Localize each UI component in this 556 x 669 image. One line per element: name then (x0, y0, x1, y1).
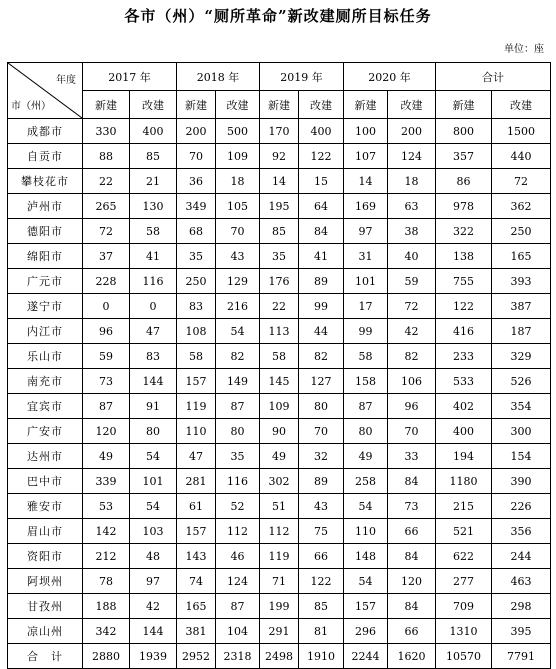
value-cell: 43 (299, 494, 344, 519)
value-cell: 51 (260, 494, 299, 519)
value-cell: 2880 (83, 644, 130, 669)
value-cell: 127 (299, 369, 344, 394)
value-cell: 165 (177, 594, 216, 619)
value-cell: 298 (492, 594, 551, 619)
value-cell: 32 (299, 444, 344, 469)
city-name-cell: 成都市 (8, 119, 83, 144)
value-cell: 73 (388, 494, 436, 519)
value-cell: 92 (260, 144, 299, 169)
table-row (8, 269, 551, 294)
value-cell: 71 (260, 569, 299, 594)
value-cell: 381 (177, 619, 216, 644)
value-cell: 15 (299, 169, 344, 194)
sub-header-renovate: 改建 (299, 91, 344, 119)
value-cell: 14 (344, 169, 388, 194)
value-cell: 53 (83, 494, 130, 519)
value-cell: 68 (177, 219, 216, 244)
value-cell: 89 (299, 469, 344, 494)
value-cell: 228 (83, 269, 130, 294)
value-cell: 100 (344, 119, 388, 144)
city-name-cell: 德阳市 (8, 219, 83, 244)
value-cell: 64 (299, 194, 344, 219)
year-header-total: 合计 (436, 63, 551, 91)
value-cell: 38 (388, 219, 436, 244)
value-cell: 463 (492, 569, 551, 594)
value-cell: 41 (299, 244, 344, 269)
value-cell: 195 (260, 194, 299, 219)
city-name-cell: 南充市 (8, 369, 83, 394)
value-cell: 42 (130, 594, 177, 619)
value-cell: 59 (83, 344, 130, 369)
value-cell: 99 (344, 319, 388, 344)
value-cell: 101 (344, 269, 388, 294)
value-cell: 281 (177, 469, 216, 494)
value-cell: 622 (436, 544, 492, 569)
value-cell: 1180 (436, 469, 492, 494)
value-cell: 14 (260, 169, 299, 194)
value-cell: 58 (177, 344, 216, 369)
value-cell: 144 (130, 619, 177, 644)
value-cell: 978 (436, 194, 492, 219)
value-cell: 143 (177, 544, 216, 569)
value-cell: 0 (130, 294, 177, 319)
value-cell: 187 (492, 319, 551, 344)
value-cell: 122 (299, 144, 344, 169)
value-cell: 533 (436, 369, 492, 394)
value-cell: 122 (299, 569, 344, 594)
value-cell: 101 (130, 469, 177, 494)
value-cell: 116 (216, 469, 260, 494)
city-name-cell: 甘孜州 (8, 594, 83, 619)
table-row (8, 144, 551, 169)
value-cell: 49 (83, 444, 130, 469)
value-cell: 158 (344, 369, 388, 394)
value-cell: 70 (177, 144, 216, 169)
value-cell: 109 (216, 144, 260, 169)
value-cell: 82 (216, 344, 260, 369)
city-name-cell: 自贡市 (8, 144, 83, 169)
table-row (8, 394, 551, 419)
value-cell: 215 (436, 494, 492, 519)
value-cell: 148 (344, 544, 388, 569)
value-cell: 169 (344, 194, 388, 219)
value-cell: 2244 (344, 644, 388, 669)
year-header-2017: 2017 年 (83, 63, 177, 91)
value-cell: 106 (388, 369, 436, 394)
value-cell: 82 (388, 344, 436, 369)
city-name-cell: 绵阳市 (8, 244, 83, 269)
value-cell: 103 (130, 519, 177, 544)
city-name-cell: 达州市 (8, 444, 83, 469)
value-cell: 87 (216, 394, 260, 419)
table-row (8, 219, 551, 244)
value-cell: 17 (344, 294, 388, 319)
city-name-cell: 宜宾市 (8, 394, 83, 419)
value-cell: 119 (177, 394, 216, 419)
value-cell: 75 (299, 519, 344, 544)
table-row (8, 319, 551, 344)
value-cell: 296 (344, 619, 388, 644)
value-cell: 80 (344, 419, 388, 444)
value-cell: 82 (299, 344, 344, 369)
city-name-cell: 泸州市 (8, 194, 83, 219)
table-row (8, 419, 551, 444)
value-cell: 124 (216, 569, 260, 594)
header-row-years (8, 63, 551, 91)
value-cell: 356 (492, 519, 551, 544)
value-cell: 124 (388, 144, 436, 169)
value-cell: 80 (216, 419, 260, 444)
value-cell: 47 (177, 444, 216, 469)
value-cell: 157 (344, 594, 388, 619)
value-cell: 52 (216, 494, 260, 519)
value-cell: 2318 (216, 644, 260, 669)
value-cell: 73 (83, 369, 130, 394)
value-cell: 110 (344, 519, 388, 544)
value-cell: 362 (492, 194, 551, 219)
value-cell: 72 (83, 219, 130, 244)
table-row (8, 619, 551, 644)
value-cell: 72 (388, 294, 436, 319)
value-cell: 84 (388, 544, 436, 569)
value-cell: 258 (344, 469, 388, 494)
value-cell: 61 (177, 494, 216, 519)
value-cell: 1910 (299, 644, 344, 669)
value-cell: 142 (83, 519, 130, 544)
city-name-cell: 遂宁市 (8, 294, 83, 319)
year-header-2018: 2018 年 (177, 63, 260, 91)
value-cell: 43 (216, 244, 260, 269)
value-cell: 322 (436, 219, 492, 244)
value-cell: 149 (216, 369, 260, 394)
value-cell: 83 (130, 344, 177, 369)
value-cell: 86 (436, 169, 492, 194)
value-cell: 70 (216, 219, 260, 244)
city-name-cell: 攀枝花市 (8, 169, 83, 194)
value-cell: 233 (436, 344, 492, 369)
value-cell: 400 (436, 419, 492, 444)
value-cell: 119 (260, 544, 299, 569)
value-cell: 354 (492, 394, 551, 419)
value-cell: 265 (83, 194, 130, 219)
city-name-cell: 巴中市 (8, 469, 83, 494)
value-cell: 120 (83, 419, 130, 444)
value-cell: 116 (130, 269, 177, 294)
value-cell: 80 (130, 419, 177, 444)
value-cell: 42 (388, 319, 436, 344)
value-cell: 277 (436, 569, 492, 594)
city-name-cell: 广元市 (8, 269, 83, 294)
value-cell: 226 (492, 494, 551, 519)
value-cell: 37 (83, 244, 130, 269)
value-cell: 58 (344, 344, 388, 369)
value-cell: 157 (177, 519, 216, 544)
value-cell: 188 (83, 594, 130, 619)
value-cell: 393 (492, 269, 551, 294)
value-cell: 99 (299, 294, 344, 319)
city-name-cell: 资阳市 (8, 544, 83, 569)
value-cell: 250 (492, 219, 551, 244)
sub-header-renovate: 改建 (130, 91, 177, 119)
value-cell: 357 (436, 144, 492, 169)
city-name-cell: 凉山州 (8, 619, 83, 644)
table-row (8, 344, 551, 369)
value-cell: 96 (388, 394, 436, 419)
city-name-cell: 阿坝州 (8, 569, 83, 594)
value-cell: 2952 (177, 644, 216, 669)
value-cell: 66 (388, 619, 436, 644)
value-cell: 109 (260, 394, 299, 419)
value-cell: 339 (83, 469, 130, 494)
table-row (8, 594, 551, 619)
targets-table (7, 62, 551, 669)
corner-city-label: 市（州） (11, 101, 51, 112)
value-cell: 145 (260, 369, 299, 394)
value-cell: 2498 (260, 644, 299, 669)
value-cell: 66 (299, 544, 344, 569)
value-cell: 84 (388, 469, 436, 494)
value-cell: 66 (388, 519, 436, 544)
value-cell: 44 (299, 319, 344, 344)
value-cell: 74 (177, 569, 216, 594)
value-cell: 7791 (492, 644, 551, 669)
table-row (8, 244, 551, 269)
value-cell: 144 (130, 369, 177, 394)
corner-header-cell (8, 63, 83, 119)
value-cell: 89 (299, 269, 344, 294)
table-row (8, 294, 551, 319)
table-row (8, 194, 551, 219)
value-cell: 87 (344, 394, 388, 419)
value-cell: 1500 (492, 119, 551, 144)
value-cell: 87 (216, 594, 260, 619)
unit-label: 单位：座 (504, 44, 544, 55)
value-cell: 84 (388, 594, 436, 619)
value-cell: 107 (344, 144, 388, 169)
table-row (8, 569, 551, 594)
value-cell: 138 (436, 244, 492, 269)
value-cell: 129 (216, 269, 260, 294)
value-cell: 87 (83, 394, 130, 419)
value-cell: 104 (216, 619, 260, 644)
value-cell: 22 (83, 169, 130, 194)
table-row (8, 369, 551, 394)
city-name-cell: 合 计 (8, 644, 83, 669)
value-cell: 81 (299, 619, 344, 644)
value-cell: 1939 (130, 644, 177, 669)
sub-header-new: 新建 (260, 91, 299, 119)
value-cell: 40 (388, 244, 436, 269)
value-cell: 112 (260, 519, 299, 544)
value-cell: 54 (130, 444, 177, 469)
year-header-2019: 2019 年 (260, 63, 344, 91)
value-cell: 755 (436, 269, 492, 294)
value-cell: 59 (388, 269, 436, 294)
value-cell: 36 (177, 169, 216, 194)
value-cell: 329 (492, 344, 551, 369)
value-cell: 244 (492, 544, 551, 569)
value-cell: 10570 (436, 644, 492, 669)
value-cell: 130 (130, 194, 177, 219)
value-cell: 200 (177, 119, 216, 144)
value-cell: 83 (177, 294, 216, 319)
value-cell: 300 (492, 419, 551, 444)
value-cell: 72 (492, 169, 551, 194)
value-cell: 97 (130, 569, 177, 594)
table-row (8, 119, 551, 144)
value-cell: 291 (260, 619, 299, 644)
value-cell: 521 (436, 519, 492, 544)
value-cell: 112 (216, 519, 260, 544)
value-cell: 48 (130, 544, 177, 569)
value-cell: 110 (177, 419, 216, 444)
value-cell: 35 (216, 444, 260, 469)
value-cell: 88 (83, 144, 130, 169)
value-cell: 349 (177, 194, 216, 219)
value-cell: 154 (492, 444, 551, 469)
value-cell: 46 (216, 544, 260, 569)
table-row (8, 169, 551, 194)
value-cell: 390 (492, 469, 551, 494)
corner-year-label: 年度 (56, 75, 76, 86)
value-cell: 54 (216, 319, 260, 344)
value-cell: 194 (436, 444, 492, 469)
value-cell: 96 (83, 319, 130, 344)
sub-header-renovate: 改建 (492, 91, 551, 119)
value-cell: 85 (130, 144, 177, 169)
value-cell: 120 (388, 569, 436, 594)
value-cell: 33 (388, 444, 436, 469)
table-row (8, 494, 551, 519)
value-cell: 54 (130, 494, 177, 519)
sub-header-new: 新建 (177, 91, 216, 119)
value-cell: 200 (388, 119, 436, 144)
value-cell: 330 (83, 119, 130, 144)
value-cell: 165 (492, 244, 551, 269)
value-cell: 70 (388, 419, 436, 444)
value-cell: 63 (388, 194, 436, 219)
city-name-cell: 眉山市 (8, 519, 83, 544)
value-cell: 18 (388, 169, 436, 194)
value-cell: 41 (130, 244, 177, 269)
value-cell: 80 (299, 394, 344, 419)
value-cell: 157 (177, 369, 216, 394)
value-cell: 1620 (388, 644, 436, 669)
value-cell: 47 (130, 319, 177, 344)
value-cell: 800 (436, 119, 492, 144)
value-cell: 90 (260, 419, 299, 444)
header-row-types (8, 91, 551, 119)
value-cell: 22 (260, 294, 299, 319)
table-row (8, 444, 551, 469)
value-cell: 70 (299, 419, 344, 444)
value-cell: 58 (260, 344, 299, 369)
value-cell: 97 (344, 219, 388, 244)
value-cell: 1310 (436, 619, 492, 644)
value-cell: 58 (130, 219, 177, 244)
value-cell: 342 (83, 619, 130, 644)
value-cell: 85 (299, 594, 344, 619)
value-cell: 49 (260, 444, 299, 469)
value-cell: 212 (83, 544, 130, 569)
value-cell: 85 (260, 219, 299, 244)
value-cell: 113 (260, 319, 299, 344)
sub-header-renovate: 改建 (388, 91, 436, 119)
value-cell: 402 (436, 394, 492, 419)
value-cell: 400 (130, 119, 177, 144)
table-row (8, 469, 551, 494)
value-cell: 216 (216, 294, 260, 319)
sub-header-new: 新建 (83, 91, 130, 119)
value-cell: 400 (299, 119, 344, 144)
value-cell: 91 (130, 394, 177, 419)
value-cell: 302 (260, 469, 299, 494)
value-cell: 84 (299, 219, 344, 244)
value-cell: 49 (344, 444, 388, 469)
value-cell: 395 (492, 619, 551, 644)
value-cell: 176 (260, 269, 299, 294)
value-cell: 31 (344, 244, 388, 269)
value-cell: 35 (177, 244, 216, 269)
value-cell: 199 (260, 594, 299, 619)
value-cell: 526 (492, 369, 551, 394)
city-name-cell: 乐山市 (8, 344, 83, 369)
value-cell: 387 (492, 294, 551, 319)
value-cell: 21 (130, 169, 177, 194)
value-cell: 0 (83, 294, 130, 319)
value-cell: 500 (216, 119, 260, 144)
value-cell: 122 (436, 294, 492, 319)
value-cell: 170 (260, 119, 299, 144)
page-title: 各市（州）“厕所革命”新改建厕所目标任务 (124, 7, 432, 25)
year-header-2020: 2020 年 (344, 63, 436, 91)
value-cell: 440 (492, 144, 551, 169)
value-cell: 54 (344, 494, 388, 519)
value-cell: 709 (436, 594, 492, 619)
value-cell: 35 (260, 244, 299, 269)
value-cell: 18 (216, 169, 260, 194)
table-row (8, 519, 551, 544)
sub-header-renovate: 改建 (216, 91, 260, 119)
sub-header-new: 新建 (436, 91, 492, 119)
value-cell: 416 (436, 319, 492, 344)
city-name-cell: 雅安市 (8, 494, 83, 519)
value-cell: 78 (83, 569, 130, 594)
sub-header-new: 新建 (344, 91, 388, 119)
value-cell: 108 (177, 319, 216, 344)
value-cell: 105 (216, 194, 260, 219)
city-name-cell: 内江市 (8, 319, 83, 344)
value-cell: 250 (177, 269, 216, 294)
city-name-cell: 广安市 (8, 419, 83, 444)
value-cell: 54 (344, 569, 388, 594)
table-row (8, 544, 551, 569)
